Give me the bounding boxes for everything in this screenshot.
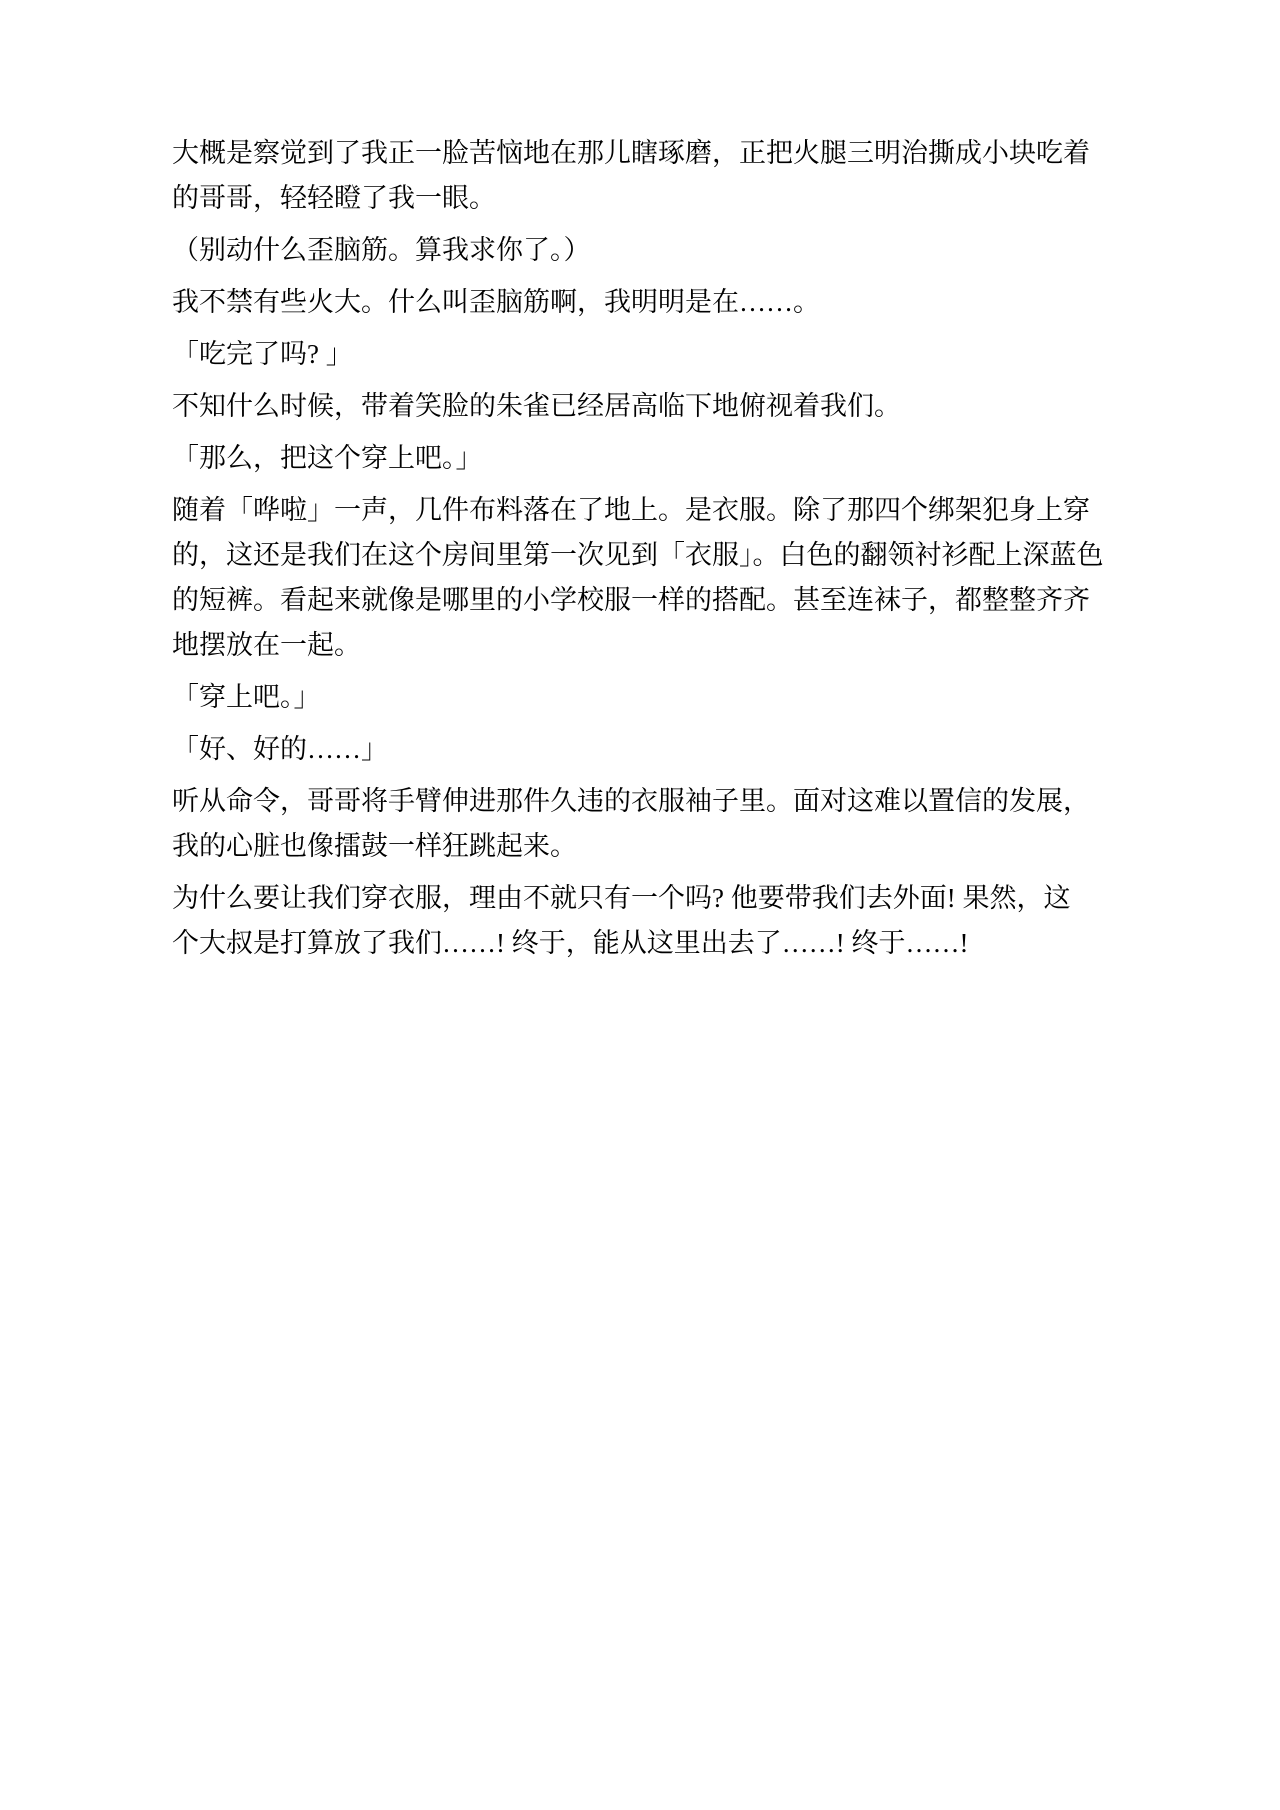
text-line: 我不禁有些火大。什么叫歪脑筋啊，我明明是在……。 (172, 287, 820, 317)
text-line: （别动什么歪脑筋。算我求你了。） (172, 235, 591, 265)
text-line: 的哥哥，轻轻瞪了我一眼。 (172, 183, 496, 213)
page-text (172, 131, 1132, 973)
text-line: 的，这还是我们在这个房间里第一次见到「衣服」。白色的翻领衬衫配上深蓝色 (172, 540, 1104, 570)
text-line: 地摆放在一起。 (172, 630, 361, 660)
paragraph-6 (172, 436, 1132, 481)
text-line: 不知什么时候，带着笑脸的朱雀已经居高临下地俯视着我们。 (172, 391, 901, 421)
paragraph-1 (172, 131, 1132, 221)
paragraph-2 (172, 228, 1132, 273)
text-line: 「那么，把这个穿上吧。」 (172, 443, 483, 473)
paragraph-10 (172, 779, 1132, 869)
text-line: 大概是察觉到了我正一脸苦恼地在那儿瞎琢磨，正把火腿三明治撕成小块吃着 (172, 138, 1090, 168)
text-line: 听从命令，哥哥将手臂伸进那件久违的衣服袖子里。面对这难以置信的发展， (172, 786, 1090, 816)
text-line: 为什么要让我们穿衣服，理由不就只有一个吗? 他要带我们去外面! 果然，这 (172, 883, 1071, 913)
paragraph-4 (172, 332, 1132, 377)
text-line: 「穿上吧。」 (172, 682, 321, 712)
text-line: 「吃完了吗? 」 (172, 339, 353, 369)
paragraph-7 (172, 488, 1132, 668)
paragraph-8 (172, 675, 1132, 720)
text-line: 我的心脏也像擂鼓一样狂跳起来。 (172, 831, 577, 861)
text-line: 「好、好的……」 (172, 734, 388, 764)
paragraph-5 (172, 384, 1132, 429)
paragraph-3 (172, 280, 1132, 325)
text-line: 随着「哗啦」一声，几件布料落在了地上。是衣服。除了那四个绑架犯身上穿 (172, 495, 1090, 525)
text-line: 个大叔是打算放了我们……! 终于，能从这里出去了……! 终于……! (172, 928, 969, 958)
text-line: 的短裤。看起来就像是哪里的小学校服一样的搭配。甚至连袜子，都整整齐齐 (172, 585, 1090, 615)
paragraph-9 (172, 727, 1132, 772)
paragraph-11 (172, 876, 1132, 966)
